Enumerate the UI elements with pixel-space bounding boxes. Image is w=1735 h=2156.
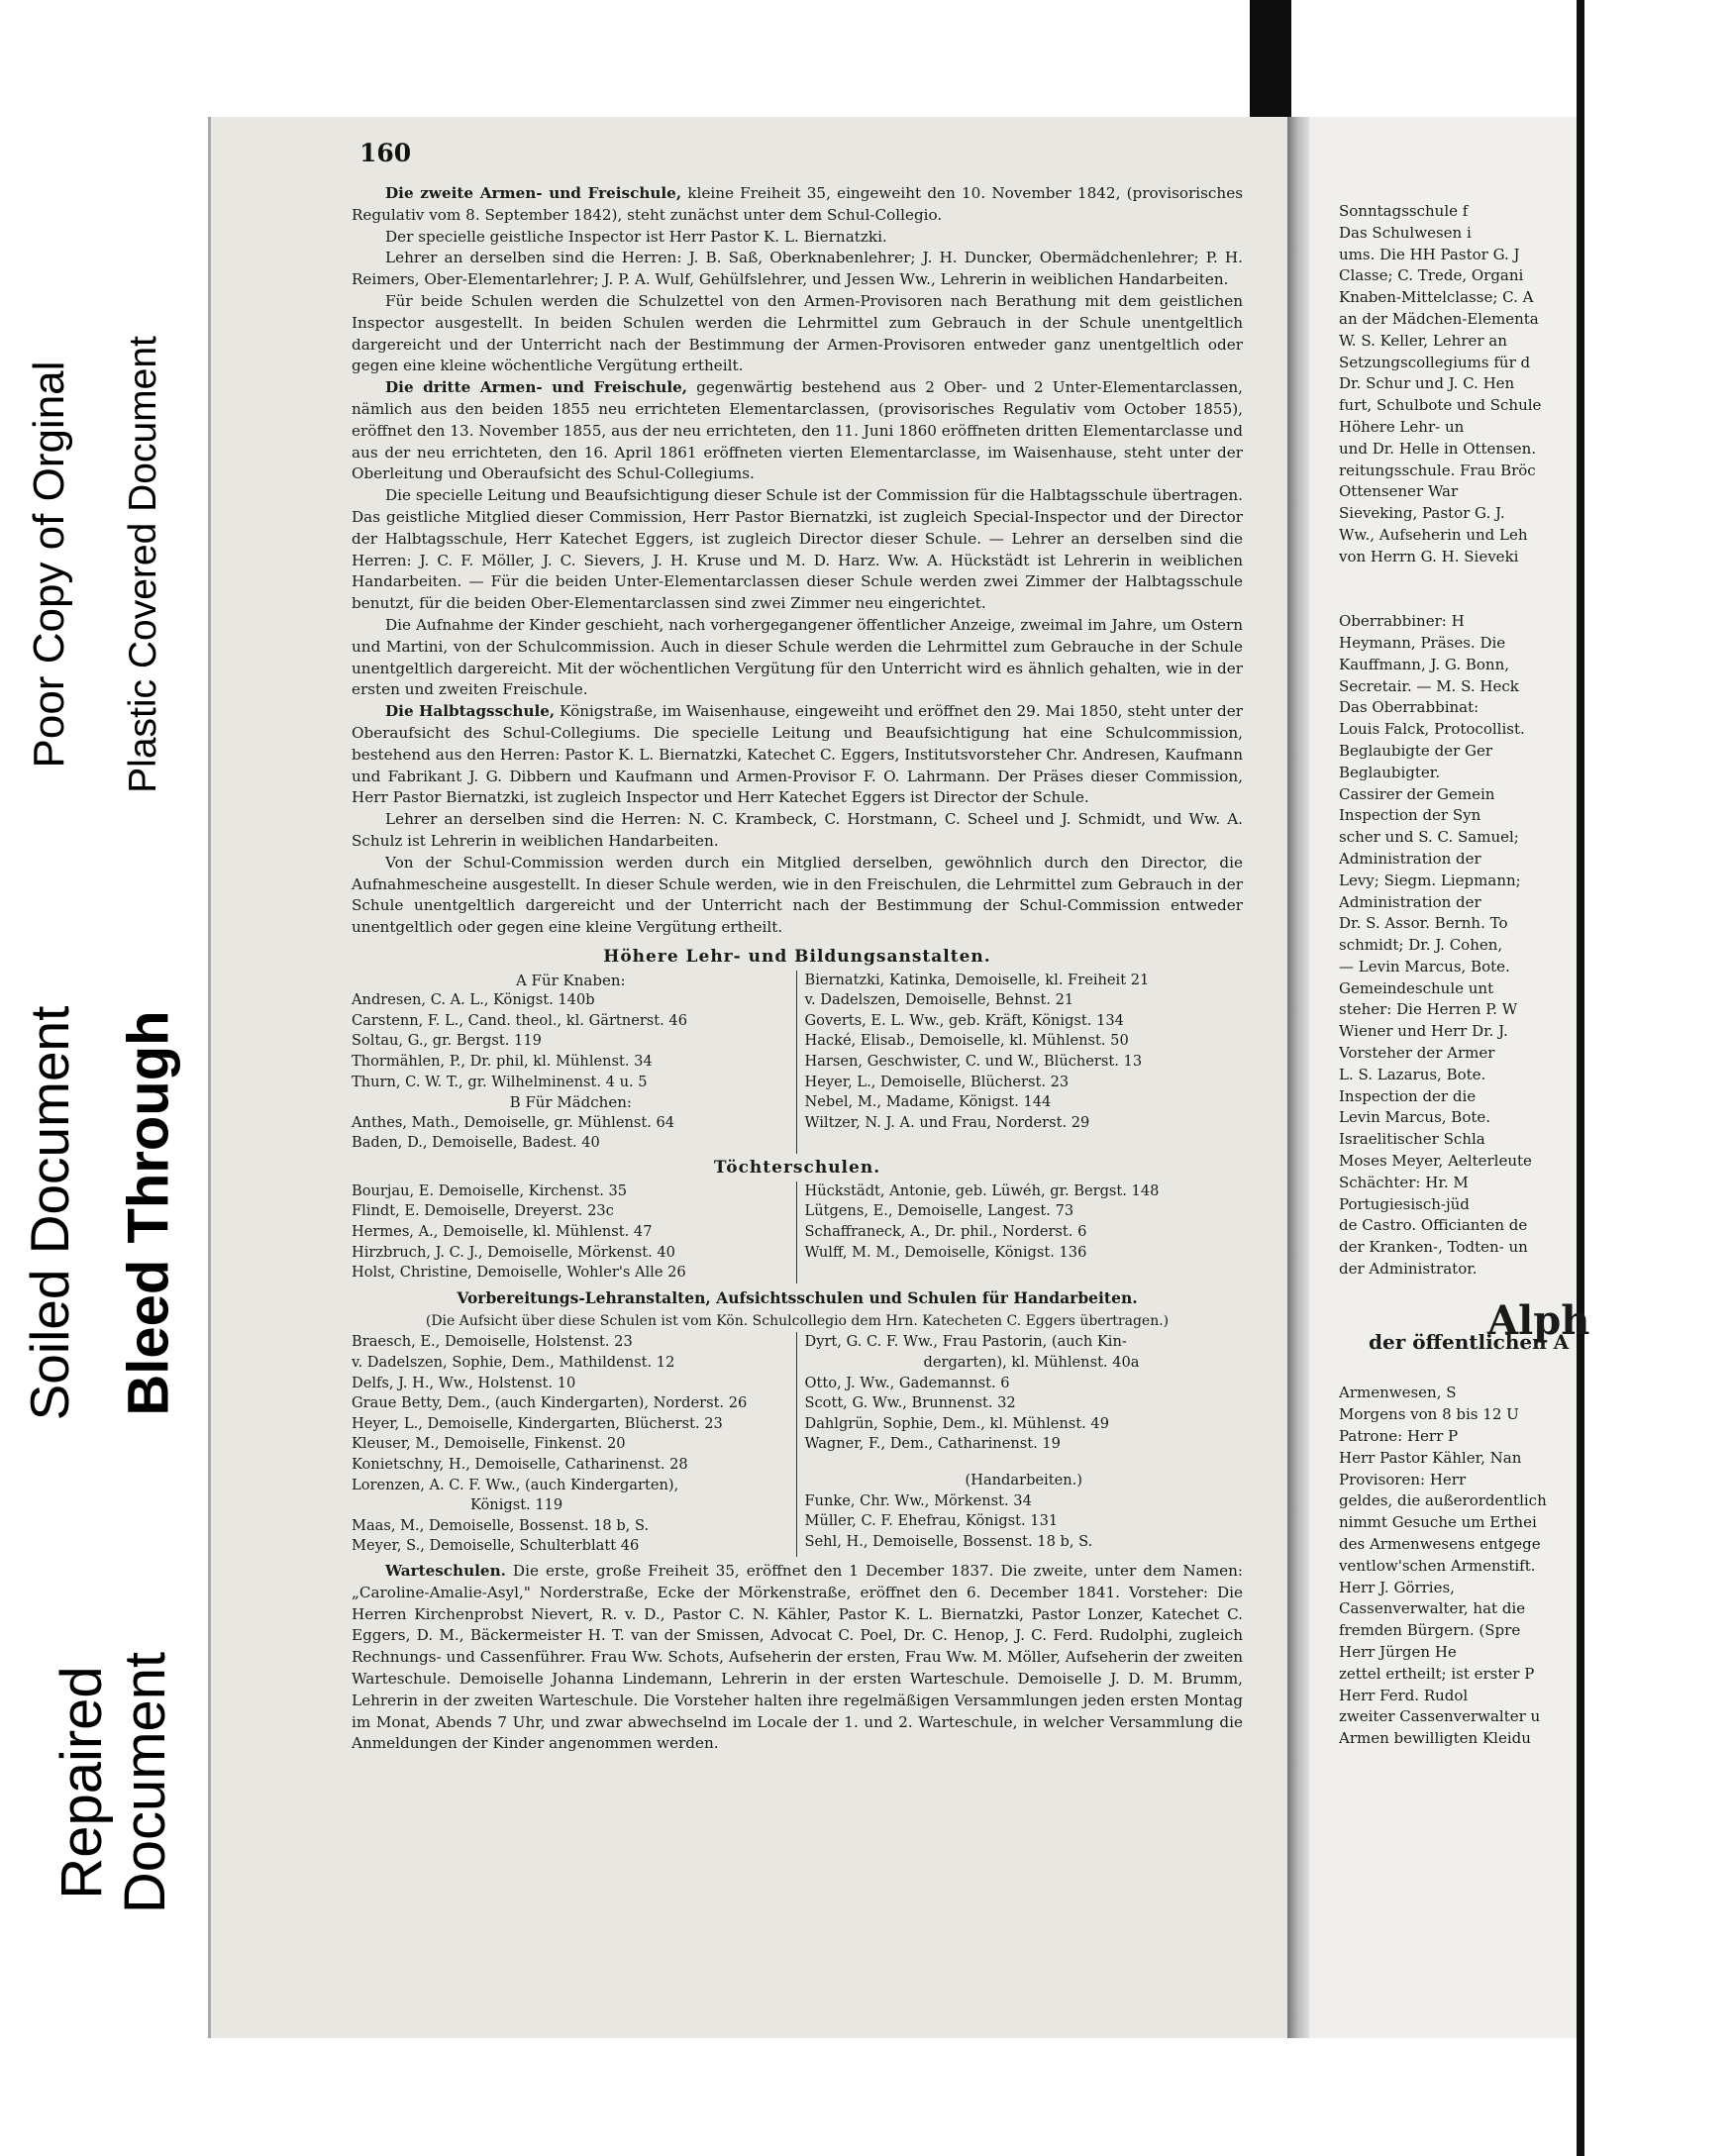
paragraph — [352, 485, 1243, 615]
facing-line: Armenwesen, S — [1339, 1384, 1457, 1402]
paragraph-heading: Die dritte Armen- und Freischule, — [385, 378, 688, 397]
list-item: Wulff, M. M., Demoiselle, Königst. 136 — [804, 1243, 1087, 1261]
facing-page-text — [1339, 201, 1735, 1750]
facing-line: Dr. Schur und J. C. Hen — [1339, 374, 1515, 393]
list-item: Maas, M., Demoiselle, Bossenst. 18 b, S. — [352, 1516, 650, 1534]
facing-line: Knaben-Mittelclasse; C. A — [1339, 288, 1534, 307]
page-number: 160 — [359, 139, 412, 167]
facing-line — [1339, 568, 1735, 590]
facing-line: an der Mädchen-Elementa — [1339, 309, 1539, 328]
list-item: Baden, D., Demoiselle, Badest. 40 — [352, 1134, 600, 1152]
facing-line: Herr Jürgen He — [1339, 1643, 1457, 1661]
facing-line: Wiener und Herr Dr. J. — [1339, 1022, 1508, 1041]
facing-line: Levy; Siegm. Liepmann; — [1339, 871, 1521, 889]
list-item: dergarten), kl. Mühlenst. 40a — [923, 1353, 1140, 1371]
handarbeiten-label: (Handarbeiten.) — [965, 1471, 1082, 1489]
facing-line: Administration der — [1339, 892, 1481, 911]
section-title-hoehere: Höhere Lehr- und Bildungsanstalten. — [603, 946, 991, 967]
vorbereitung-table — [352, 1332, 1243, 1557]
list-item: Scott, G. Ww., Brunnenst. 32 — [804, 1394, 1016, 1412]
facing-line: Sonntagsschule f — [1339, 202, 1469, 220]
paragraph-text: Lehrer an derselben sind die Herren: N. C. Krambeck, C. Horstmann, C. Scheel und J. Schmidt, und Ww. A. Schulz ist Lehrerin in weiblichen Handarbeiten. — [352, 810, 1243, 850]
paragraph — [352, 291, 1243, 377]
list-item: Delfs, J. H., Ww., Holstenst. 10 — [352, 1374, 576, 1391]
paragraph-text: Die specielle Leitung und Beaufsichtigung dieser Schule ist der Commission für die Halbtagsschule übertragen. Das geistliche Mitglied dieser Commission, Herr Pastor Biernatzki, ist zugleich Special-Inspector und der Director der Halbtagsschule, Herr Katechet Eggers, ist zugleich Director dieser Schule. — Lehrer an derselben sind die Herren: J. C. F. Möller, J. C. Sievers, J. H. Kruse und M. D. Harz. Ww. A. Hückstädt ist Lehrerin in weiblichen Handarbeiten. — Für die beiden Unter-Elementarclassen dieser Schule werden zwei Zimmer der Halbtagsschule benutzt, für die beiden Ober-Elementarclassen sind zwei Zimmer neu eingerichtet. — [352, 486, 1243, 613]
list-item: Nebel, M., Madame, Königst. 144 — [804, 1093, 1052, 1111]
facing-line: W. S. Keller, Lehrer an — [1339, 331, 1507, 350]
paragraph — [352, 227, 1243, 249]
paragraphs — [352, 183, 1243, 939]
paragraph-text: kleine Freiheit 35, eingeweiht den 10. November 1842, (provisorisches Regulativ vom 8. September 1842), steht zunächst unter dem Schul-Collegio. — [352, 184, 1243, 224]
paragraph-text: gegenwärtig bestehend aus 2 Ober- und 2 Unter-Elementarclassen, nämlich aus den beiden 1855 neu errichteten Elementarclassen, (provisorisches Regulativ vom October 1855), eröffnet den 13. November 1855, aus der neu errichteten, den 11. Juni 1860 eröffneten dritten Elementarclasse und aus der neu errichteten, den 16. April 1861 eröffneten vierten Elementarclasse, im Waisenhause, steht unter der Oberleitung und Oberaufsicht des Schul-Collegiums. — [352, 378, 1243, 483]
label-soiled: Soiled Document — [19, 1005, 80, 1421]
facing-line: von Herrn G. H. Sieveki — [1339, 547, 1519, 565]
list-item: v. Dadelszen, Sophie, Dem., Mathildenst. 12 — [352, 1353, 675, 1371]
facing-line: L. S. Lazarus, Bote. — [1339, 1065, 1486, 1083]
facing-line: Portugiesisch-jüd — [1339, 1194, 1470, 1213]
paragraph-text: Für beide Schulen werden die Schulzettel von den Armen-Provisoren nach Berathung mit dem geistlichen Inspector ausgestellt. In beiden Schulen werden die Lehrmittel zum Gebrauch in der Schule unentgeltlich dargereicht und der Unterricht nach der Bestimmung der Armen-Provisoren entweder ganz unentgeltlich oder gegen eine kleine wöchentliche Vergütung ertheilt. — [352, 291, 1243, 375]
facing-line: Inspection der Syn — [1339, 806, 1481, 825]
facing-line: ums. Die HH Pastor G. J — [1339, 245, 1520, 263]
facing-line: Höhere Lehr- un — [1339, 417, 1465, 436]
paragraph — [352, 183, 1243, 227]
facing-line: Herr Pastor Kähler, Nan — [1339, 1448, 1522, 1467]
paragraph — [352, 248, 1243, 291]
facing-line: — Levin Marcus, Bote. — [1339, 957, 1510, 975]
paragraph — [352, 853, 1243, 939]
facing-line: schmidt; Dr. J. Cohen, — [1339, 936, 1503, 955]
label-bleed-through: Bleed Through — [116, 1010, 181, 1416]
facing-line: Cassenverwalter, hat die — [1339, 1599, 1526, 1618]
warteschulen-text: Die erste, große Freiheit 35, eröffnet den 1 December 1837. Die zweite, unter dem Namen: „Caroline-Amalie-Asyl," Norderstraße, Ecke der Mörkenstraße, eröffnet den 6. December 1841. Vorsteher: Die Herren Kirchenprobst Nievert, R. v. D., Pastor C. N. Kähler, Pastor K. L. Biernatzki, Pastor Lonzer, Katechet C. Eggers, D. M., Bäckermeister H. T. van der Smissen, Advocat C. Poel, Dr. C. Henop, J. C. Ferd. Rudolphi, zugleich Rechnungs- und Cassenführer. Frau Ww. Schots, Aufseherin der ersten, Frau Ww. M. Möller, Aufseherin der zweiten Warteschule. Demoiselle Johanna Lindemann, Lehrerin in der ersten Warteschule. Demoiselle J. D. M. Brumm, Lehrerin in der zweiten Warteschule. Die Vorsteher halten ihre regelmäßigen Versammlungen jeden ersten Montag im Monat, Abends 7 Uhr, und zwar abwechselnd im Locale der 1. und 2. Warteschule, in welcher Versammlung die Anmeldungen der Kinder angenommen werden. — [352, 1561, 1243, 1753]
list-item: Andresen, C. A. L., Königst. 140b — [352, 991, 595, 1009]
paragraph-text: Die Aufnahme der Kinder geschieht, nach vorhergegangener öffentlicher Anzeige, zweimal im Jahre, um Ostern und Martini, von der Schulcommission. Auch in dieser Schule werden die Lehrmittel zum Gebrauche in der Schule unentgeltlich dargereicht. Mit der wöchentlichen Vergütung für den Unterricht wird es ähnlich gehalten, wie in der ersten und zweiten Freischule. — [352, 615, 1243, 699]
list-item: Heyer, L., Demoiselle, Kindergarten, Blücherst. 23 — [352, 1414, 723, 1432]
sub-title-knaben: A Für Knaben: — [515, 971, 626, 989]
facing-page-subheading: der öffentlichen A — [1369, 1329, 1570, 1354]
facing-page — [1309, 117, 1590, 2038]
section-title-toechter: Töchterschulen. — [713, 1158, 881, 1179]
facing-line: und Dr. Helle in Ottensen. — [1339, 439, 1537, 458]
facing-line: Ottensener War — [1339, 482, 1459, 501]
list-item: Müller, C. F. Ehefrau, Königst. 131 — [804, 1512, 1059, 1530]
list-item: Wiltzer, N. J. A. und Frau, Norderst. 29 — [804, 1113, 1090, 1131]
paragraph — [352, 377, 1243, 485]
sub-title-maedchen: B Für Mädchen: — [509, 1093, 632, 1112]
list-item: Sehl, H., Demoiselle, Bossenst. 18 b, S. — [804, 1532, 1093, 1550]
list-item: v. Dadelszen, Demoiselle, Behnst. 21 — [804, 991, 1074, 1009]
facing-line: des Armenwesens entgege — [1339, 1535, 1541, 1554]
facing-line: Morgens von 8 bis 12 U — [1339, 1405, 1519, 1424]
facing-line: der Administrator. — [1339, 1260, 1478, 1279]
list-item: Schaffraneck, A., Dr. phil., Norderst. 6 — [804, 1223, 1087, 1241]
list-item: Thormählen, P., Dr. phil, kl. Mühlenst. 34 — [352, 1053, 653, 1071]
paragraph-text: Der specielle geistliche Inspector ist Herr Pastor K. L. Biernatzki. — [385, 227, 887, 246]
facing-line: Heymann, Präses. Die — [1339, 633, 1506, 652]
facing-line: steher: Die Herren P. W — [1339, 1000, 1518, 1019]
vorbereitung-note: (Die Aufsicht über diese Schulen ist vom Kön. Schulcollegio dem Hrn. Katecheten C. Eggers übertragen.) — [425, 1312, 1170, 1329]
facing-line: Louis Falck, Protocollist. — [1339, 720, 1525, 739]
facing-line: furt, Schulbote und Schule — [1339, 396, 1542, 415]
list-item: Lütgens, E., Demoiselle, Langest. 73 — [804, 1202, 1074, 1220]
paragraph — [352, 615, 1243, 701]
label-poor-copy: Poor Copy of Orginal — [25, 360, 73, 769]
facing-line: Dr. S. Assor. Bernh. To — [1339, 914, 1508, 933]
warteschulen-heading: Warteschulen. — [385, 1561, 506, 1580]
list-item: Carstenn, F. L., Cand. theol., kl. Gärtnerst. 46 — [352, 1011, 688, 1029]
list-item: Meyer, S., Demoiselle, Schulterblatt 46 — [352, 1537, 640, 1555]
book-gutter — [1287, 117, 1309, 2038]
toechter-right — [797, 1181, 1244, 1283]
list-item: Flindt, E. Demoiselle, Dreyerst. 23c — [352, 1202, 614, 1220]
list-item: Wagner, F., Dem., Catharinenst. 19 — [804, 1435, 1061, 1453]
facing-line: geldes, die außerordentlich — [1339, 1491, 1547, 1510]
facing-line: Beglaubigte der Ger — [1339, 741, 1493, 760]
list-item: Funke, Chr. Ww., Mörkenst. 34 — [804, 1491, 1032, 1509]
facing-line: Levin Marcus, Bote. — [1339, 1108, 1491, 1127]
paragraph-heading: Die zweite Armen- und Freischule, — [385, 184, 682, 202]
facing-line: nimmt Gesuche um Erthei — [1339, 1513, 1537, 1532]
list-item: Harsen, Geschwister, C. und W., Blücherst. 13 — [804, 1053, 1143, 1071]
list-item: Hacké, Elisab., Demoiselle, kl. Mühlenst. 50 — [804, 1032, 1129, 1050]
hoehere-left — [352, 971, 797, 1154]
facing-line: Cassirer der Gemein — [1339, 784, 1495, 803]
warteschulen-paragraph — [352, 1561, 1243, 1755]
facing-line: fremden Bürgern. (Spre — [1339, 1621, 1521, 1640]
facing-line: Schächter: Hr. M — [1339, 1173, 1469, 1191]
facing-line: Das Schulwesen i — [1339, 223, 1472, 242]
list-item: Thurn, C. W. T., gr. Wilhelminenst. 4 u. 5 — [352, 1073, 648, 1090]
list-item: Anthes, Math., Demoiselle, gr. Mühlenst. 64 — [352, 1113, 675, 1131]
facing-line: reitungsschule. Frau Bröc — [1339, 461, 1536, 479]
facing-line: Herr Ferd. Rudol — [1339, 1686, 1469, 1704]
paragraph — [352, 809, 1243, 853]
list-item: Otto, J. Ww., Gademannst. 6 — [804, 1374, 1010, 1391]
facing-line: Classe; C. Trede, Organi — [1339, 266, 1524, 285]
facing-line: scher und S. C. Samuel; — [1339, 828, 1519, 847]
list-item: Hückstädt, Antonie, geb. Lüwéh, gr. Bergst. 148 — [804, 1181, 1160, 1199]
facing-line: Herr J. Görries, — [1339, 1578, 1455, 1596]
label-plastic-covered: Plastic Covered Document — [122, 336, 164, 793]
facing-line: Moses Meyer, Aelterleute — [1339, 1152, 1532, 1171]
list-item: Kleuser, M., Demoiselle, Finkenst. 20 — [352, 1435, 626, 1453]
facing-line: Administration der — [1339, 849, 1481, 868]
list-item: Dahlgrün, Sophie, Dem., kl. Mühlenst. 49 — [804, 1414, 1109, 1432]
facing-line: zettel ertheilt; ist erster P — [1339, 1664, 1535, 1683]
vorbereitung-left — [352, 1332, 797, 1557]
facing-line: der Kranken-, Todten- un — [1339, 1238, 1528, 1257]
list-item: Lorenzen, A. C. F. Ww., (auch Kindergarten), — [352, 1476, 679, 1493]
list-item: Hirzbruch, J. C. J., Demoiselle, Mörkenst. 40 — [352, 1243, 675, 1261]
list-item: Konietschny, H., Demoiselle, Catharinenst. 28 — [352, 1455, 688, 1473]
paragraph-text: Königstraße, im Waisenhause, eingeweiht und eröffnet den 29. Mai 1850, steht unter der Oberaufsicht des Schul-Collegiums. Die specielle Leitung und Beaufsichtigung hat eine Schulcommission, bestehend aus den Herren: Pastor K. L. Biernatzki, Katechet C. Eggers, Institutsvorsteher Chr. Andresen, Kaufmann und Fabrikant J. G. Dibbern und Kaufmann und Armen-Provisor F. O. Lahrmann. Der Präses dieser Commission, Herr Pastor Biernatzki, ist zugleich Inspector und Herr Katechet Eggers ist Director der Schule. — [352, 702, 1243, 807]
facing-line: Setzungscollegiums für d — [1339, 353, 1531, 371]
list-item: Dyrt, G. C. F. Ww., Frau Pastorin, (auch Kin- — [804, 1333, 1127, 1351]
hoehere-right — [797, 971, 1244, 1154]
list-item: Goverts, E. L. Ww., geb. Kräft, Königst. 134 — [804, 1011, 1124, 1029]
list-item: Hermes, A., Demoiselle, kl. Mühlenst. 47 — [352, 1223, 653, 1241]
list-item: Holst, Christine, Demoiselle, Wohler's Alle 26 — [352, 1264, 686, 1282]
list-item: Biernatzki, Katinka, Demoiselle, kl. Freiheit 21 — [804, 971, 1150, 988]
facing-line: Oberrabbiner: H — [1339, 612, 1465, 631]
facing-line: Vorsteher der Armer — [1339, 1044, 1495, 1063]
facing-line — [1339, 589, 1735, 611]
facing-line: Gemeindeschule unt — [1339, 978, 1494, 997]
document-body — [352, 183, 1243, 1755]
label-repaired: Repaired Document — [50, 1651, 177, 1914]
facing-line: zweiter Cassenverwalter u — [1339, 1707, 1541, 1726]
facing-line: Patrone: Herr P — [1339, 1427, 1459, 1446]
facing-line: Ww., Aufseherin und Leh — [1339, 525, 1528, 544]
facing-line: Beglaubigter. — [1339, 763, 1441, 781]
vorbereitung-right — [797, 1332, 1244, 1557]
facing-line: Sieveking, Pastor G. J. — [1339, 504, 1505, 523]
section-title-vorbereitung: Vorbereitungs-Lehranstalten, Aufsichtsschulen und Schulen für Handarbeiten. — [457, 1287, 1138, 1307]
scanner-edge-top — [1250, 0, 1291, 117]
hoehere-table — [352, 971, 1243, 1154]
toechter-table — [352, 1181, 1243, 1283]
paragraph-text: Von der Schul-Commission werden durch ein Mitglied derselben, gewöhnlich durch den Director, die Aufnahmescheine ausgestellt. In dieser Schule werden, wie in den Freischulen, die Lehrmittel zum Gebrauch in der Schule unentgeltlich dargereicht und der Unterricht nach der Bestimmung der Schul-Commission entweder unentgeltlich oder gegen eine kleine Vergütung ertheilt. — [352, 853, 1243, 937]
list-item: Soltau, G., gr. Bergst. 119 — [352, 1032, 542, 1050]
facing-line: Inspection der die — [1339, 1086, 1477, 1105]
paragraph — [352, 701, 1243, 809]
facing-line: Kauffmann, J. G. Bonn, — [1339, 655, 1510, 673]
facing-line: Secretair. — M. S. Heck — [1339, 676, 1519, 695]
list-item: Heyer, L., Demoiselle, Blücherst. 23 — [804, 1073, 1070, 1090]
condition-labels — [0, 0, 208, 2156]
facing-line: de Castro. Officianten de — [1339, 1216, 1528, 1235]
facing-line: ventlow'schen Armenstift. — [1339, 1556, 1536, 1575]
facing-line: Provisoren: Herr — [1339, 1470, 1467, 1489]
toechter-left — [352, 1181, 797, 1283]
facing-line: Israelitischer Schla — [1339, 1130, 1485, 1149]
list-item: Bourjau, E. Demoiselle, Kirchenst. 35 — [352, 1181, 628, 1199]
facing-line: Armen bewilligten Kleidu — [1339, 1729, 1531, 1748]
list-item: Graue Betty, Dem., (auch Kindergarten), Norderst. 26 — [352, 1394, 748, 1412]
list-item: Braesch, E., Demoiselle, Holstenst. 23 — [352, 1333, 633, 1351]
paragraph-heading: Die Halbtagsschule, — [385, 702, 556, 721]
facing-page-heading: Alph — [1487, 1296, 1590, 1344]
list-item: Königst. 119 — [470, 1496, 563, 1514]
paragraph-text: Lehrer an derselben sind die Herren: J. B. Saß, Oberknabenlehrer; J. H. Duncker, Obermädchenlehrer; P. H. Reimers, Ober-Elementarlehrer; J. P. A. Wulf, Gehülfslehrer, und Jessen Ww., Lehrerin in weiblichen Handarbeiten. — [352, 249, 1243, 289]
facing-line: Das Oberrabbinat: — [1339, 698, 1480, 717]
